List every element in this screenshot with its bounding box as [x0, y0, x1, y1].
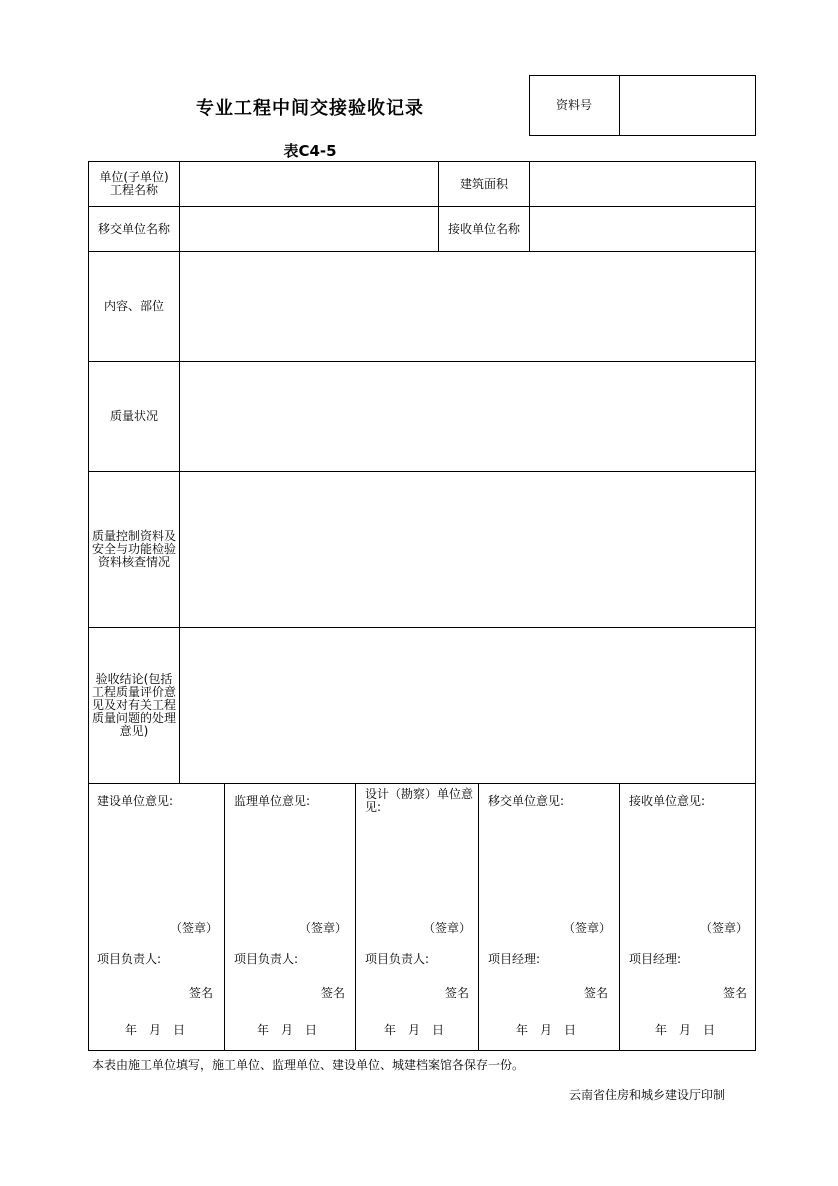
sign-label: 签名 [445, 986, 470, 1000]
handover-unit-label: 移交单位名称 [97, 221, 170, 236]
content-field[interactable] [180, 252, 755, 361]
form-title: 专业工程中间交接验收记录 [196, 98, 424, 119]
quality-field[interactable] [180, 362, 755, 471]
date-label: 年 月 日 [516, 1023, 577, 1037]
seal-label: （签章） [700, 921, 749, 935]
opinion-field[interactable] [620, 815, 755, 915]
opinion-title: 建设单位意见: [97, 794, 174, 808]
opinion-title: 监理单位意见: [234, 794, 311, 808]
opinion-title: 移交单位意见: [488, 794, 565, 808]
person-label: 项目经理: [629, 952, 682, 966]
date-label: 年 月 日 [257, 1023, 318, 1037]
sign-label: 签名 [723, 986, 748, 1000]
sign-label: 签名 [584, 986, 609, 1000]
date-label: 年 月 日 [655, 1023, 716, 1037]
doc-no-label: 资料号 [555, 98, 592, 112]
project-name-field[interactable] [180, 162, 438, 206]
opinion-title: 接收单位意见: [629, 794, 706, 808]
handover-unit-field[interactable] [180, 207, 438, 251]
person-label: 项目负责人: [234, 952, 299, 966]
row-divider [88, 783, 756, 784]
project-name-label: 单位(子单位) 工程名称 [99, 170, 169, 197]
conclusion-label: 验收结论(包括工程质量评价意见及对有关工程质量问题的处理意见) [92, 672, 177, 738]
person-label: 项目负责人: [97, 952, 162, 966]
receiving-unit-field[interactable] [530, 207, 755, 251]
seal-label: （签章） [170, 921, 219, 935]
sign-label: 签名 [321, 986, 346, 1000]
quality-control-label: 质量控制资料及安全与功能检验资料核查情况 [92, 529, 177, 569]
opinion-field[interactable] [356, 815, 477, 915]
form-number: 表C4-5 [283, 142, 337, 160]
conclusion-field[interactable] [180, 628, 755, 783]
person-label: 项目负责人: [365, 952, 430, 966]
date-label: 年 月 日 [384, 1023, 445, 1037]
seal-label: （签章） [563, 921, 612, 935]
receiving-unit-label: 接收单位名称 [447, 221, 520, 236]
person-label: 项目经理: [488, 952, 541, 966]
opinion-field[interactable] [479, 815, 618, 915]
opinion-field[interactable] [225, 815, 354, 915]
quality-label: 质量状况 [109, 409, 158, 423]
building-area-label: 建筑面积 [459, 176, 508, 191]
printer-note: 云南省住房和城乡建设厅印制 [569, 1088, 726, 1102]
seal-label: （签章） [299, 921, 348, 935]
opinion-title: 设计（勘察）单位意见: [365, 787, 474, 814]
content-label: 内容、部位 [103, 299, 164, 313]
sign-label: 签名 [189, 986, 214, 1000]
seal-label: （签章） [423, 921, 472, 935]
date-label: 年 月 日 [125, 1023, 186, 1037]
building-area-field[interactable] [530, 162, 755, 206]
doc-no-field[interactable] [620, 76, 755, 135]
quality-control-field[interactable] [180, 472, 755, 627]
footer-note: 本表由施工单位填写，施工单位、监理单位、建设单位、城建档案馆各保存一份。 [92, 1058, 525, 1072]
opinion-field[interactable] [89, 815, 223, 915]
